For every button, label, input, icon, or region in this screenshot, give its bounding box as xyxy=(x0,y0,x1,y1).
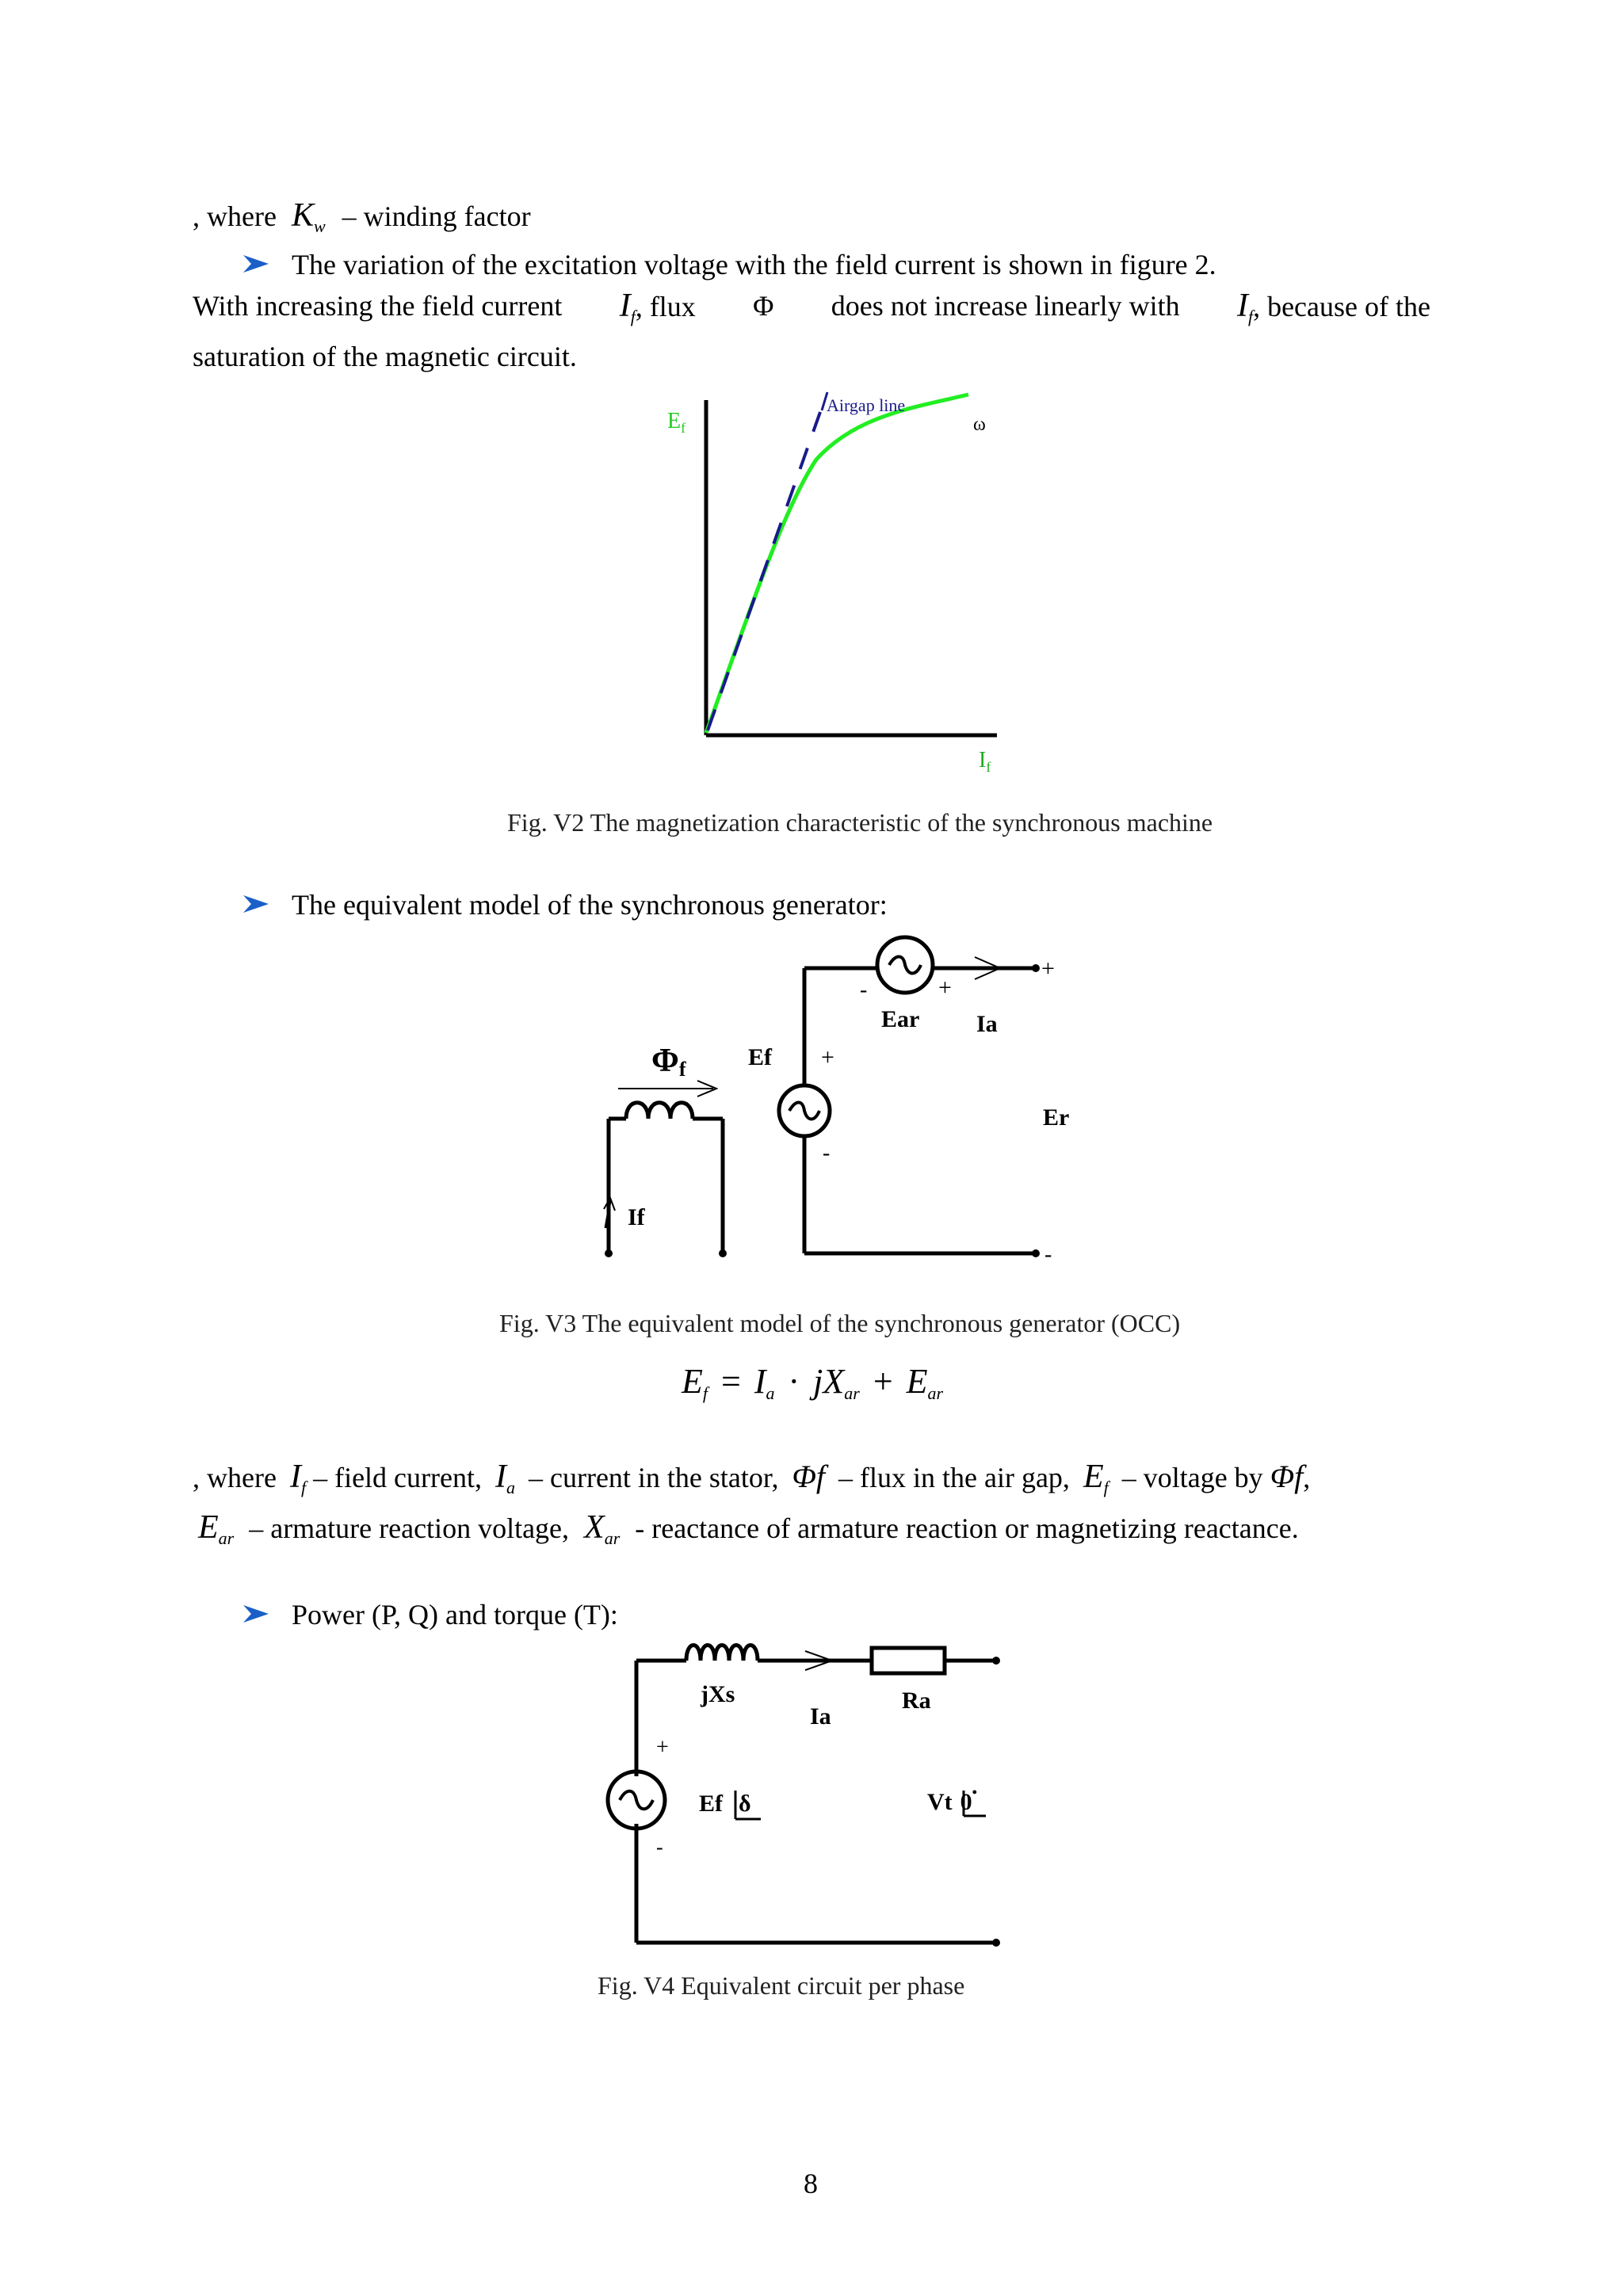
para1-a: With increasing the field current xyxy=(193,290,563,322)
ear-label: Ear xyxy=(881,1006,920,1032)
equation: $E_f = I_a \cdot jX_{ar} + E_{ar}$ xyxy=(682,1362,944,1403)
bullet-item-equivalent-model xyxy=(242,887,888,922)
equivalent-circuit-diagram xyxy=(586,1632,1014,1965)
if-symbol-2: $I_f$, because of the xyxy=(1236,288,1430,326)
definitions-line-1: , where $I_f$ – field current, $I_a$ – current in the stator, Φf – flux in the air gap, $E_f$ – voltage by Φf, xyxy=(193,1459,1311,1497)
fig4-caption: Fig. V4 Equivalent circuit per phase xyxy=(598,1971,965,2000)
magnetization-chart xyxy=(650,380,1022,792)
jxs-label: jXs xyxy=(701,1681,735,1707)
resistor xyxy=(872,1648,945,1673)
ef-label: Ef xyxy=(748,1044,772,1070)
ef-angle-label: Ef δ xyxy=(699,1791,751,1817)
airgap-label: Airgap line xyxy=(827,395,906,415)
para1-c: does not increase linearly with xyxy=(831,290,1180,322)
winding-factor-line xyxy=(193,198,531,244)
field-coil xyxy=(626,1103,693,1119)
ra-label: Ra xyxy=(902,1688,931,1714)
bullet2-text: The equivalent model of the synchronous generator: xyxy=(292,889,888,921)
y-axis-label: $E_f$ xyxy=(667,409,686,436)
source-plus: + xyxy=(656,1735,669,1760)
ia-label: Ia xyxy=(810,1703,831,1730)
page-number: 8 xyxy=(804,2168,818,2199)
phi-f-label: Φf xyxy=(651,1043,686,1081)
winding-factor-text: – winding factor xyxy=(342,200,531,232)
fig3-caption: Fig. V3 The equivalent model of the synchronous generator (OCC) xyxy=(499,1309,1181,1337)
phi-symbol: Φ xyxy=(753,290,774,322)
bullet-item-power xyxy=(242,1597,618,1632)
ear-plus: + xyxy=(938,974,952,1001)
ef-minus: - xyxy=(823,1141,831,1165)
vt-angle-label: Vt 0• xyxy=(927,1784,977,1815)
bullet3-text: Power (P, Q) and torque (T): xyxy=(292,1599,618,1630)
omega-label: ω xyxy=(973,414,986,435)
output-plus: + xyxy=(1041,955,1055,982)
paragraph-line-1 xyxy=(193,288,1430,334)
er-label: Er xyxy=(1043,1104,1070,1131)
ia-label: Ia xyxy=(976,1011,998,1037)
definitions-line-2: $E_{ar}$ – armature reaction voltage, $X_{ar}$ - reactance of armature reaction or magnetizing reactance. xyxy=(198,1509,1299,1548)
bullet1-text: The variation of the excitation voltage with the field current is shown in figure 2. xyxy=(292,249,1216,280)
if-label: If xyxy=(628,1204,645,1230)
ear-minus: - xyxy=(860,978,868,1002)
if-symbol-1: $I_f$, flux xyxy=(619,288,696,326)
magnetization-curve xyxy=(706,395,968,733)
arrow-bullet-icon xyxy=(242,1604,270,1624)
kw-symbol: $K_w$ xyxy=(291,197,326,236)
bullet-item-variation xyxy=(242,247,1216,282)
airgap-line xyxy=(708,412,820,730)
where-prefix: , where xyxy=(193,200,277,232)
x-axis-label: $I_f$ xyxy=(979,748,991,775)
arrow-bullet-icon xyxy=(242,894,270,914)
source-minus: - xyxy=(656,1836,663,1859)
equivalent-model-diagram xyxy=(586,927,1078,1276)
paragraph-line-2: saturation of the magnetic circuit. xyxy=(193,341,577,372)
reactance-coil xyxy=(686,1646,758,1661)
arrow-bullet-icon xyxy=(242,254,270,274)
output-minus: - xyxy=(1044,1242,1052,1267)
fig2-caption: Fig. V2 The magnetization characteristic of the synchronous machine xyxy=(507,808,1213,837)
ef-plus: + xyxy=(821,1044,834,1070)
